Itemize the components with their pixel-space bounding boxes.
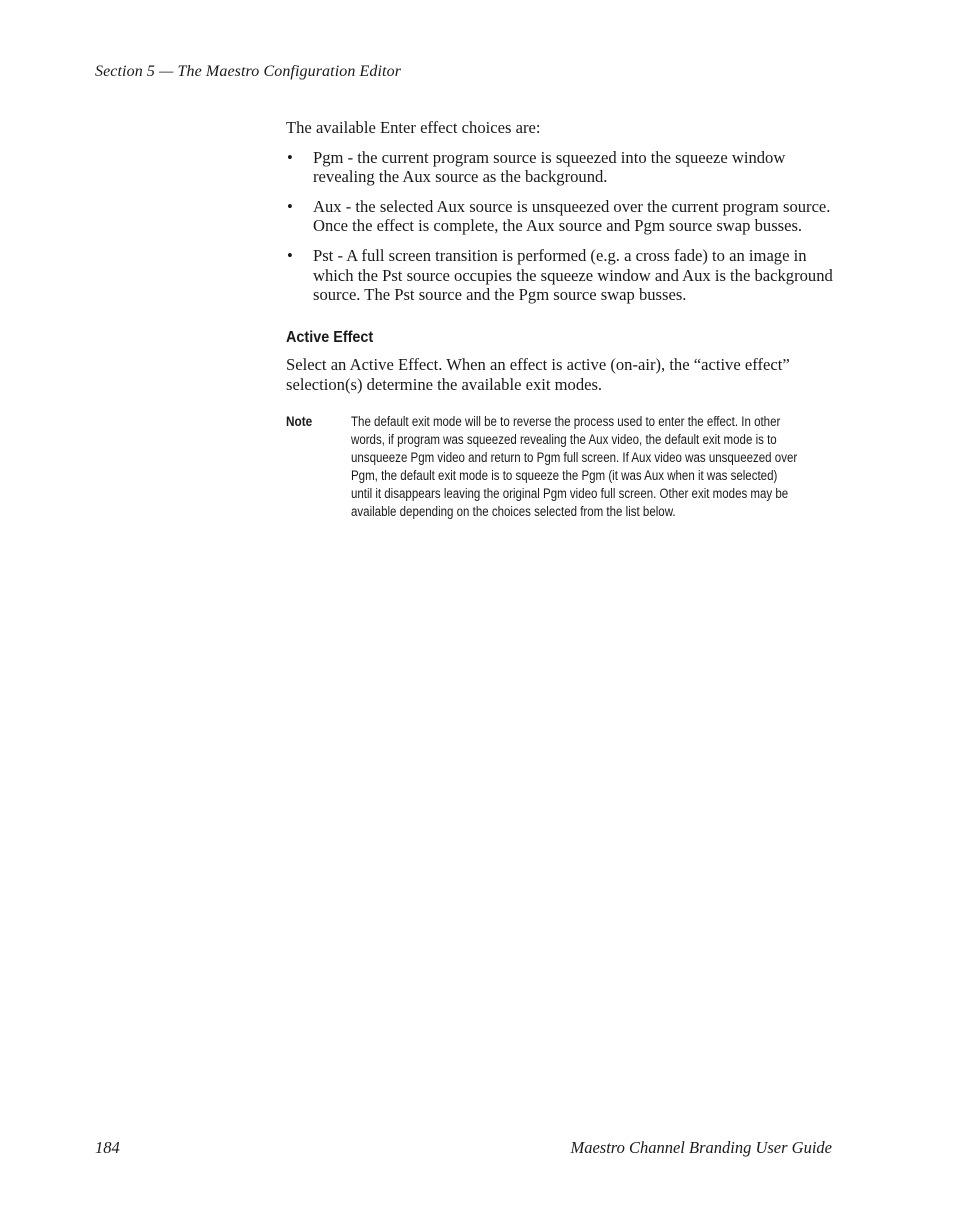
- list-item-text: Pst - A full screen transition is performed (e.g. a cross fade) to an image in which the Pst source occupies the squeeze window and Aux is the background source. The Pst source and the Pgm source swap busses.: [313, 245, 833, 305]
- active-effect-paragraph: Select an Active Effect. When an effect is active (on-air), the “active effect” selection(s) determine the available exit modes.: [286, 355, 790, 394]
- main-content: [286, 118, 834, 521]
- note-block: [286, 413, 834, 521]
- list-item-text: Pgm - the current program source is squeezed into the squeeze window revealing the Aux source as the background.: [313, 147, 786, 187]
- section-subheading: Active Effect: [286, 328, 374, 346]
- bullet-icon: •: [287, 196, 293, 216]
- bullet-icon: •: [287, 245, 293, 265]
- list-item-pst: [286, 246, 834, 305]
- list-item-pgm: [286, 148, 834, 187]
- bullet-icon: •: [287, 147, 293, 167]
- page-number: 184: [95, 1138, 120, 1157]
- enter-effect-choices-list: [286, 148, 834, 305]
- list-item-text: Aux - the selected Aux source is unsqueezed over the current program source. Once the effect is complete, the Aux source and Pgm source swap busses.: [313, 196, 831, 236]
- footer-document-title: Maestro Channel Branding User Guide: [570, 1138, 832, 1157]
- list-item-aux: [286, 197, 834, 236]
- note-text: The default exit mode will be to reverse the process used to enter the effect. In other words, if program was squeezed revealing the Aux video, the default exit mode is to unsqueeze Pgm video and return to Pgm full screen. If Aux video was unsqueezed over Pgm, the default exit mode is to squeeze the Pgm (it was Aux when it was selected) until it disappears leaving the original Pgm video full screen. Other exit modes may be available depending on the choices selected from the list below.: [351, 413, 798, 519]
- note-label: Note: [286, 413, 313, 429]
- running-header: Section 5 — The Maestro Configuration Editor: [95, 63, 402, 80]
- intro-paragraph: The available Enter effect choices are:: [286, 118, 541, 137]
